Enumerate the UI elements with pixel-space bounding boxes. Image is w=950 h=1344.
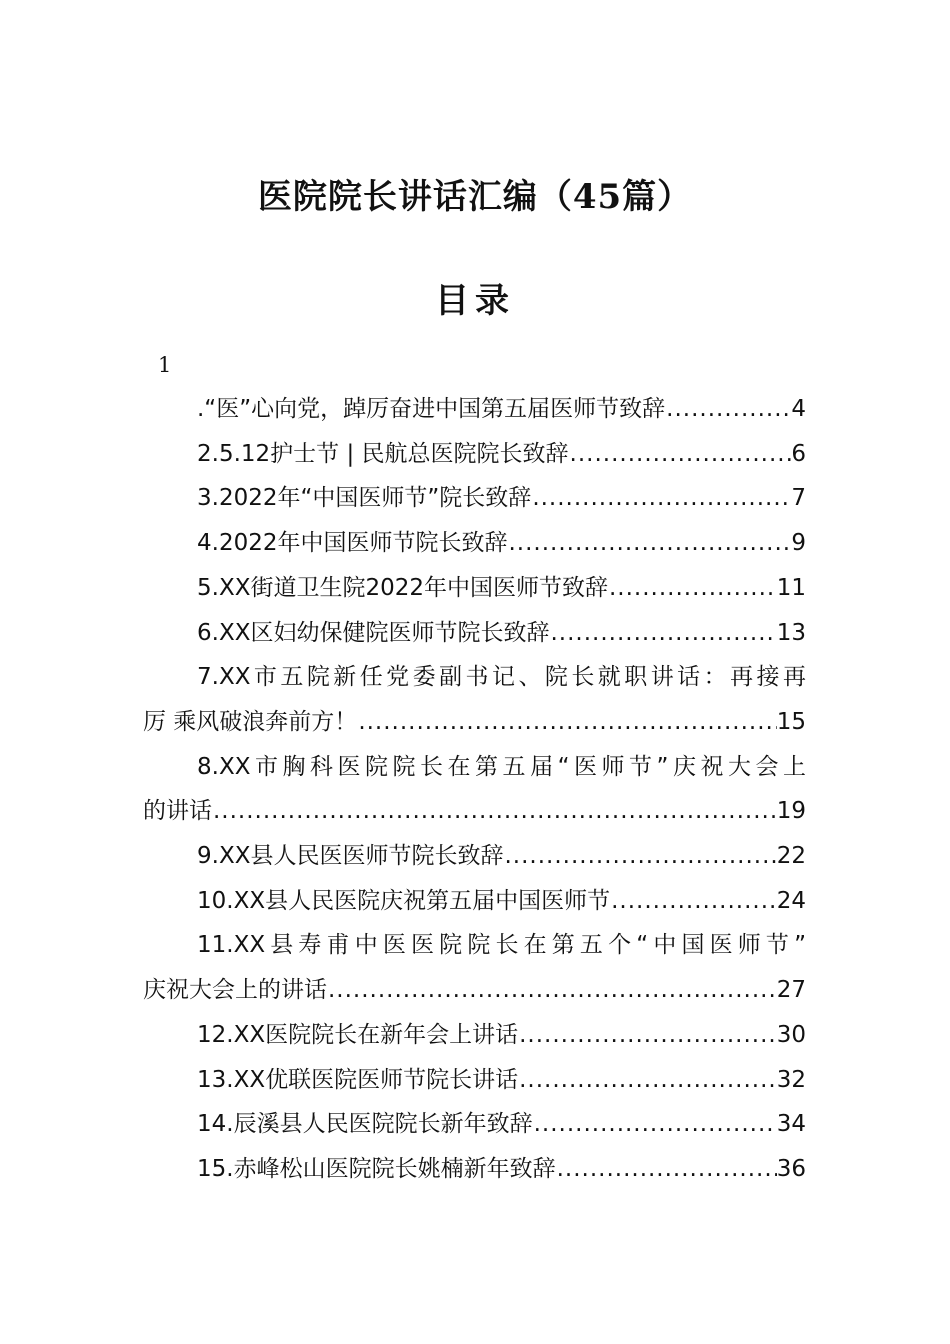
toc-entry-title: 9.XX县人民医医师节院长致辞: [197, 843, 504, 870]
toc-entry-title: 10.XX县人民医院庆祝第五届中国医师节: [197, 887, 611, 914]
toc-page-number: 9: [791, 530, 806, 557]
toc-leader-dots: [518, 1058, 777, 1103]
toc-leader-dots: [327, 968, 777, 1013]
toc-leader-dots: [608, 566, 777, 611]
toc-entry[interactable]: [143, 566, 806, 611]
toc-entry[interactable]: [143, 1147, 806, 1192]
toc-page-number: 13: [776, 619, 806, 646]
document-title: 医院院长讲话汇编（45篇）: [257, 177, 693, 217]
toc-entry-title: 庆祝大会上的讲话: [143, 977, 327, 1004]
toc-entry-title: 12.XX医院院长在新年会上讲话: [197, 1021, 519, 1048]
toc-leader-dots: [503, 834, 776, 879]
toc-page-number: 7: [791, 485, 806, 512]
toc-entry[interactable]: [143, 432, 806, 477]
toc-entry-title: 2.5.12护士节 | 民航总医院院长致辞: [197, 440, 569, 467]
toc-entry-title: 3.2022年“中国医师节”院长致辞: [197, 485, 532, 512]
toc-entry[interactable]: [143, 1013, 806, 1058]
toc-leader-dots: [610, 879, 777, 924]
toc-page-number: 36: [776, 1155, 806, 1182]
toc-page-number: 34: [776, 1111, 806, 1138]
toc-entry[interactable]: [143, 1058, 806, 1103]
toc-leader-dots: [212, 789, 777, 834]
toc-entry-title: 11.XX县寿甫中医医院院长在第五个“中国医师节”: [197, 932, 806, 959]
toc-leader-dots: [518, 1013, 777, 1058]
toc-entry[interactable]: [143, 1102, 806, 1147]
toc-entry[interactable]: [143, 745, 806, 834]
toc-heading: 目录: [435, 281, 515, 321]
toc-page-number: 24: [776, 887, 806, 914]
toc-entry[interactable]: [143, 655, 806, 744]
toc-entry[interactable]: [143, 611, 806, 656]
toc-page-number: 32: [776, 1066, 806, 1093]
toc-entry-title: 13.XX优联医院医师节院长讲话: [197, 1066, 519, 1093]
toc-leader-dots: [549, 611, 776, 656]
toc-entry-title: 4.2022年中国医师节院长致辞: [197, 530, 508, 557]
toc-leader-dots: [531, 476, 791, 521]
toc-page-number: 30: [776, 1021, 806, 1048]
toc-leader-dots: [569, 432, 792, 477]
toc-entry[interactable]: [143, 923, 806, 1012]
toc-entry-title: 8.XX市胸科医院院长在第五届“医师节”庆祝大会上: [197, 753, 806, 780]
toc-entry-title: 7.XX市五院新任党委副书记、院长就职讲话：再接再: [197, 664, 806, 691]
toc-leader-dots: [665, 387, 791, 432]
toc-entry-title: 的讲话: [143, 798, 212, 825]
toc-leader-dots: [556, 1147, 777, 1192]
toc-leader-dots: [533, 1102, 777, 1147]
toc-entry[interactable]: [143, 521, 806, 566]
toc-leader-dots: [357, 700, 776, 745]
toc-entry[interactable]: [143, 834, 806, 879]
toc-entry-title: 5.XX街道卫生院2022年中国医师节致辞: [197, 574, 608, 601]
toc-entry[interactable]: [143, 879, 806, 924]
toc-page-number: 4: [791, 396, 806, 422]
toc-page-number: 22: [776, 843, 806, 870]
toc-entry[interactable]: [143, 387, 806, 432]
table-of-contents: [143, 387, 806, 1192]
stray-number: 1: [158, 353, 172, 377]
toc-entry-title: .“医”心向党，踔厉奋进中国第五届医师节致辞: [197, 396, 666, 422]
toc-page-number: 19: [776, 798, 806, 825]
toc-page-number: 6: [791, 440, 806, 467]
toc-entry-title: 15.赤峰松山医院院长姚楠新年致辞: [197, 1155, 556, 1182]
toc-leader-dots: [507, 521, 791, 566]
toc-page-number: 11: [776, 574, 806, 601]
toc-entry-title: 14.辰溪县人民医院院长新年致辞: [197, 1111, 533, 1138]
toc-page-number: 27: [776, 977, 806, 1004]
toc-entry[interactable]: [143, 476, 806, 521]
toc-page-number: 15: [776, 708, 806, 735]
toc-entry-title: 6.XX区妇幼保健院医师节院长致辞: [197, 619, 550, 646]
toc-entry-title: 厉 乘风破浪奔前方！: [143, 708, 358, 735]
